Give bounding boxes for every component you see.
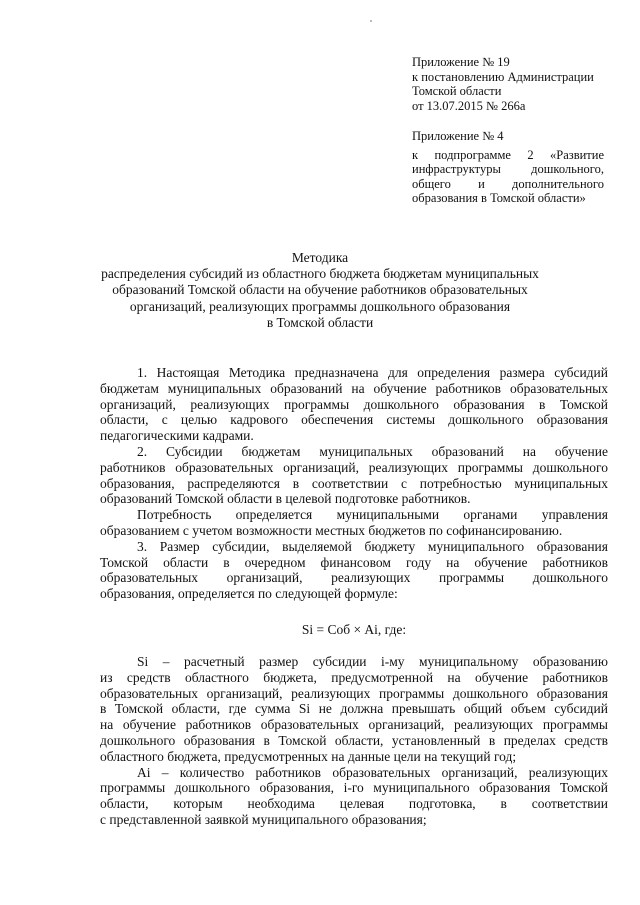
- body-text: [100, 365, 608, 602]
- text-line: областного бюджета, предусмотренных на данные цели на текущий год;: [100, 748, 517, 764]
- text-line: на обучение работников образовательных организаций, реализующих программы: [100, 717, 608, 733]
- text-line: организаций, реализующих программы дошкольного образования в Томской: [100, 396, 608, 412]
- title-line: распределения субсидий из областного бюджета бюджетам муниципальных: [101, 266, 539, 282]
- appendix-line: Приложение № 19: [412, 55, 510, 69]
- scan-speck: [370, 20, 372, 22]
- appendix-4-block: [412, 129, 604, 206]
- text-line: 1. Настоящая Методика предназначена для определения размера субсидий: [137, 365, 608, 380]
- text-line: бюджетам муниципальных образований на обучение работников образовательных: [100, 380, 608, 396]
- definition-ai: [100, 765, 608, 828]
- text-line: педагогическими кадрами.: [100, 428, 254, 444]
- text-line: образованием с учетом возможности местных бюджетов по софинансированию.: [100, 522, 563, 538]
- text-line: 2. Субсидии бюджетам муниципальных образований на обучение: [137, 443, 608, 459]
- text-line: дошкольного образования в Томской области, установленный в пределах средств: [100, 732, 608, 748]
- text-line: программы дошкольного образования, i-го муниципального образования Томской: [100, 780, 608, 796]
- appendix-19-block: [412, 55, 604, 113]
- appendix-line: Томской области: [412, 84, 502, 99]
- appendix-title: Приложение № 4: [412, 129, 504, 143]
- text-line: образовательных организаций, реализующих программы дошкольного: [100, 570, 608, 586]
- text-line: в Томской области, где сумма Si не должна превышать общий объем субсидий: [100, 701, 608, 717]
- text-line: из средств областного бюджета, предусмотренной на обучение работников: [100, 669, 608, 685]
- paragraph-2: [100, 444, 608, 507]
- document-title: [90, 250, 550, 331]
- text-line: образовательных организаций, реализующих программы дошкольного образования: [100, 685, 608, 701]
- text-line: области, которым необходима целевая подготовка, в соответствии: [100, 796, 608, 812]
- appendix-line: общего и дополнительного: [412, 176, 604, 191]
- text-line: Потребность определяется муниципальными органами управления: [137, 507, 608, 523]
- appendix-line: образования в Томской области»: [412, 191, 586, 206]
- text-line: 3. Размер субсидии, выделяемой бюджету муниципального образования: [137, 538, 608, 554]
- appendix-line: к постановлению Администрации: [412, 69, 594, 84]
- title-line: в Томской области: [266, 314, 374, 330]
- paragraph-1: [100, 365, 608, 444]
- text-line: образований Томской области в целевой подготовке работников.: [100, 491, 471, 507]
- text-line: Si – расчетный размер субсидии i-му муниципальному образованию: [137, 654, 608, 669]
- text-line: с представленной заявкой муниципального образования;: [100, 811, 427, 827]
- appendix-line: инфраструктуры дошкольного,: [412, 162, 604, 177]
- title-line: организаций, реализующих программы дошкольного образования: [129, 298, 511, 314]
- paragraph-4: [100, 539, 608, 602]
- text-line: Ai – количество работников образовательных организаций, реализующих: [137, 764, 608, 780]
- formula: Si = Соб × Ai, где:: [301, 622, 407, 637]
- appendix-line: от 13.07.2015 № 266а: [412, 98, 526, 113]
- text-line: области, с целью кадрового обеспечения системы дошкольного образования: [100, 412, 608, 428]
- title-line: Методика: [291, 250, 349, 265]
- appendix-line: к подпрограмме 2 «Развитие: [412, 147, 604, 162]
- definitions: [100, 654, 608, 828]
- definition-si: [100, 654, 608, 765]
- text-line: Томской области в очередном финансовом году на обучение работников: [100, 554, 608, 570]
- title-line: образований Томской области на обучение работников образовательных: [112, 282, 528, 298]
- text-line: образования, распределяются в соответствии с потребностью муниципальных: [100, 475, 608, 491]
- paragraph-3: [100, 507, 608, 539]
- text-line: работников образовательных организаций, реализующих программы дошкольного: [100, 459, 608, 475]
- text-line: образования, определяется по следующей формуле:: [100, 586, 398, 602]
